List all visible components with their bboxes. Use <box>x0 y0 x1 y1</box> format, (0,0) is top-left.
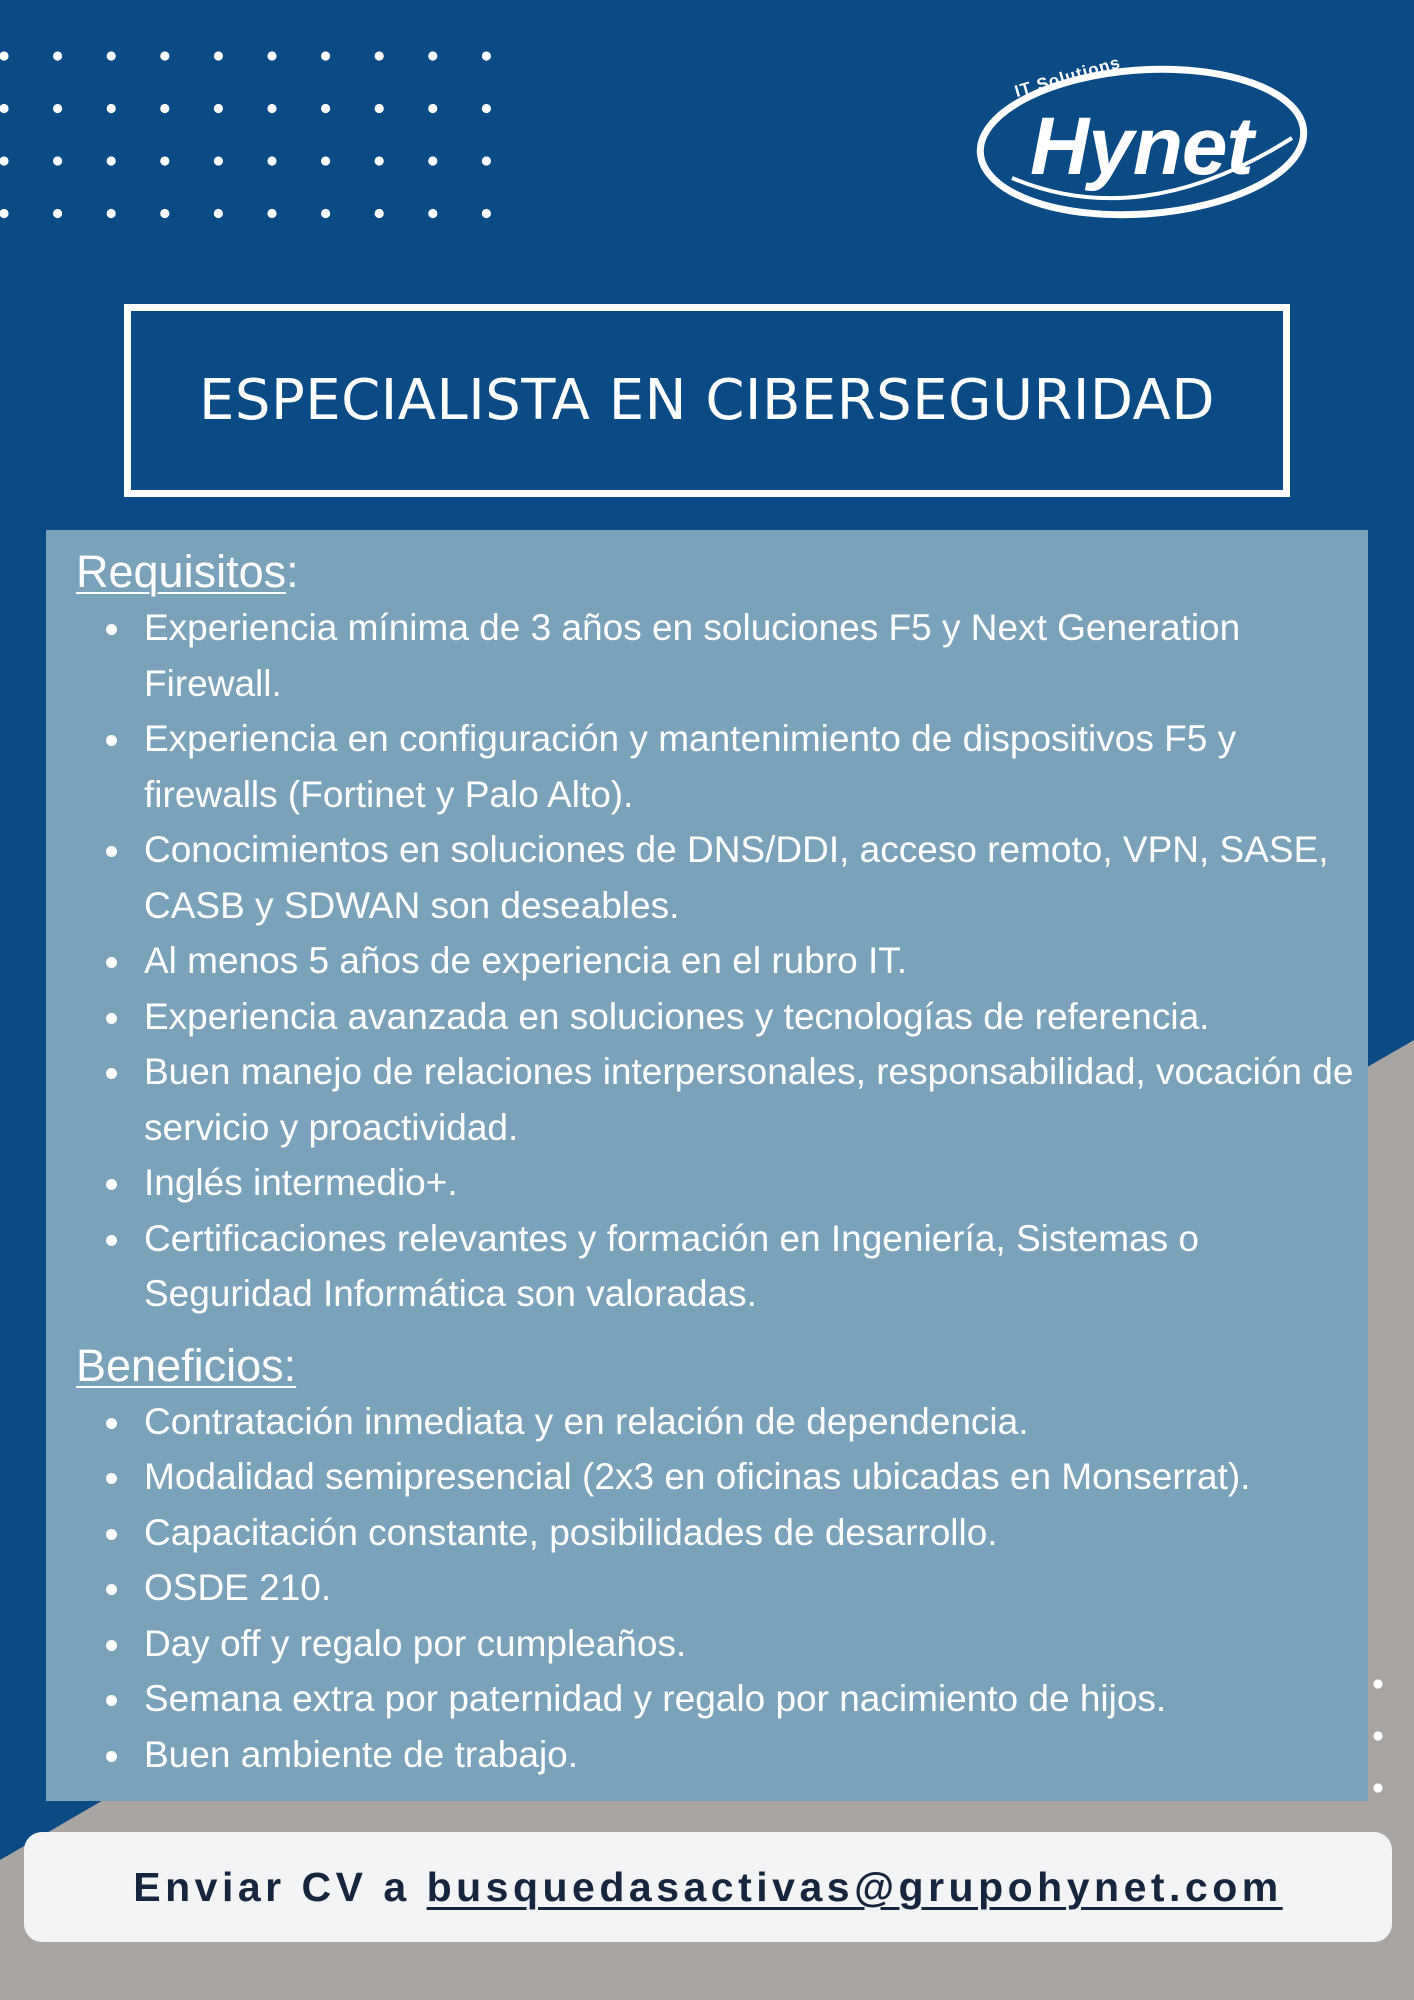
decorative-dot <box>375 51 384 60</box>
decorative-dot <box>267 156 276 165</box>
decorative-dot <box>53 209 62 218</box>
list-item: Experiencia en configuración y mantenimiento de dispositivos F5 y firewalls (Fortinet y Palo Alto). <box>76 711 1368 822</box>
job-title: ESPECIALISTA EN CIBERSEGURIDAD <box>199 368 1215 433</box>
decorative-dot <box>375 209 384 218</box>
decorative-dot <box>0 51 9 60</box>
list-item: Buen manejo de relaciones interpersonales, responsabilidad, vocación de servicio y proactividad. <box>76 1044 1368 1155</box>
decorative-dot <box>267 104 276 113</box>
requisitos-heading-text: Requisitos <box>76 546 287 597</box>
decorative-dot <box>53 51 62 60</box>
decorative-dot <box>107 51 116 60</box>
logo-tagline: IT Solutions <box>1012 52 1123 102</box>
beneficios-list <box>76 1394 1368 1783</box>
list-item: Day off y regalo por cumpleaños. <box>76 1616 1368 1672</box>
decorative-dot <box>482 104 491 113</box>
decorative-dot <box>1373 1783 1382 1792</box>
decorative-dot <box>107 104 116 113</box>
decorative-dot <box>482 51 491 60</box>
decorative-dot <box>482 156 491 165</box>
decorative-dot <box>375 156 384 165</box>
decorative-dot-grid <box>0 0 500 230</box>
decorative-dot <box>428 104 437 113</box>
list-item: Buen ambiente de trabajo. <box>76 1727 1368 1783</box>
list-item: Semana extra por paternidad y regalo por nacimiento de hijos. <box>76 1671 1368 1727</box>
list-item: Certificaciones relevantes y formación en Ingeniería, Sistemas o Seguridad Informática son valoradas. <box>76 1211 1368 1322</box>
email-link[interactable]: busquedasactivas@grupohynet.com <box>426 1863 1283 1910</box>
decorative-dot <box>267 51 276 60</box>
decorative-dot <box>107 156 116 165</box>
decorative-dot <box>428 51 437 60</box>
decorative-dot <box>214 104 223 113</box>
job-title-box <box>124 304 1290 497</box>
list-item: Modalidad semipresencial (2x3 en oficinas ubicadas en Monserrat). <box>76 1449 1368 1505</box>
decorative-dot <box>375 104 384 113</box>
beneficios-heading <box>76 1338 1368 1394</box>
decorative-dot <box>1373 1731 1382 1740</box>
list-item: Inglés intermedio+. <box>76 1155 1368 1211</box>
decorative-dot <box>107 209 116 218</box>
decorative-dot <box>0 104 9 113</box>
decorative-dot <box>267 209 276 218</box>
decorative-dot <box>321 209 330 218</box>
list-item: Experiencia mínima de 3 años en soluciones F5 y Next Generation Firewall. <box>76 600 1368 711</box>
decorative-dot <box>321 104 330 113</box>
decorative-dot <box>160 104 169 113</box>
content-panel <box>46 530 1368 1801</box>
cta-banner <box>24 1832 1392 1942</box>
list-item: Conocimientos en soluciones de DNS/DDI, acceso remoto, VPN, SASE, CASB y SDWAN son deseables. <box>76 822 1368 933</box>
decorative-dot <box>0 156 9 165</box>
decorative-dot <box>160 209 169 218</box>
list-item: Experiencia avanzada en soluciones y tecnologías de referencia. <box>76 989 1368 1045</box>
decorative-dot-column <box>1370 1672 1400 1802</box>
requisitos-heading <box>76 544 1368 600</box>
decorative-dot <box>1373 1679 1382 1688</box>
decorative-dot <box>214 51 223 60</box>
decorative-dot <box>428 156 437 165</box>
decorative-dot <box>160 51 169 60</box>
decorative-dot <box>428 209 437 218</box>
decorative-dot <box>0 209 9 218</box>
decorative-dot <box>482 209 491 218</box>
requisitos-heading-colon: : <box>286 546 299 597</box>
list-item: Capacitación constante, posibilidades de desarrollo. <box>76 1505 1368 1561</box>
decorative-dot <box>214 209 223 218</box>
decorative-dot <box>321 51 330 60</box>
cta-prefix: Enviar CV a <box>133 1863 411 1910</box>
beneficios-heading-text: Beneficios: <box>76 1339 297 1391</box>
decorative-dot <box>321 156 330 165</box>
decorative-dot <box>53 156 62 165</box>
list-item: Al menos 5 años de experiencia en el rubro IT. <box>76 933 1368 989</box>
decorative-dot <box>53 104 62 113</box>
logo-name: Hynet <box>1030 101 1253 192</box>
decorative-dot <box>160 156 169 165</box>
list-item: Contratación inmediata y en relación de dependencia. <box>76 1394 1368 1450</box>
list-item: OSDE 210. <box>76 1560 1368 1616</box>
requisitos-list <box>76 600 1368 1322</box>
decorative-dot <box>214 156 223 165</box>
